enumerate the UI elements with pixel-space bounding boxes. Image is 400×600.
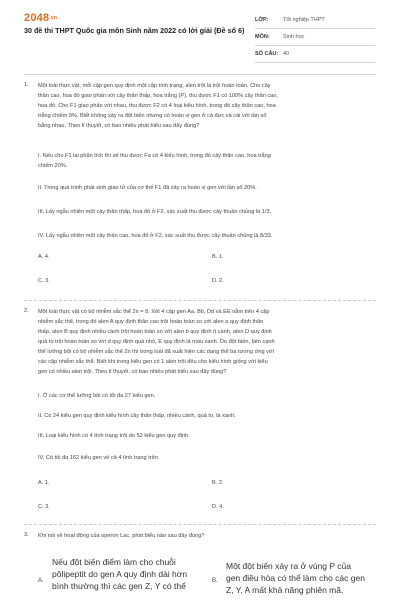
option-d[interactable]: D. 2. xyxy=(212,278,224,284)
question-stem-line: thấp, alen B quy định nhiều cành trội hoàn toàn so với alen b quy định ít cành, alen D quy định xyxy=(38,329,272,335)
option-a[interactable]: A. 4. xyxy=(38,254,50,260)
option-c[interactable]: C. 3. xyxy=(38,278,50,284)
option-a-line[interactable]: Nếu đột biến điểm làm cho chuỗi xyxy=(52,557,176,567)
statement-line: I. Ở các cơ thể lưỡng bội có tối đa 27 kiểu gen. xyxy=(38,393,156,399)
logo-sub: .vn xyxy=(49,15,58,22)
question-number: 3. xyxy=(24,532,29,538)
document-title: 30 đề thi THPT Quốc gia môn Sinh năm 2022 có lời giải (Đề số 6) xyxy=(24,26,245,35)
question-stem-line: trắng chiếm 9%. Biết không xảy ra đột biến nhưng có hoán vị gen ở cả đực và cái với tần số xyxy=(38,113,267,119)
question-stem-line: Một loài thực vật có bộ nhiễm sắc thể 2n = 8. Xét 4 cặp gen Aa, Bb, Dd và EE nằm trên 4 cặp xyxy=(38,309,270,315)
question-stem-line: Một loài thực vật, mỗi cặp gen quy định một cặp tính trạng, alen trội là trội hoàn toàn. Cho cây xyxy=(38,83,271,89)
question-stem-line: quả to trội hoàn toàn so với d quy định quả nhỏ, E quy định lá màu xanh. Do đột biến, bên cạnh xyxy=(38,339,275,345)
option-a-line[interactable]: pôlipeptit do gen A quy định dài hơn xyxy=(52,569,188,579)
statement-line: chiếm 20%. xyxy=(38,163,68,169)
option-a-label[interactable]: A. xyxy=(38,578,44,584)
question-stem-line: nhiễm sắc thể, trong đó alen A quy định thân cao trội hoàn toàn so với alen a quy định thân xyxy=(38,319,264,325)
option-a-line[interactable]: bình thường thì các gen Z, Y có thể xyxy=(52,581,186,591)
question-stem-line: bằng nhau. Theo lí thuyết, có bao nhiêu phát biểu sau đây đúng? xyxy=(38,123,200,129)
question-stem-line: gen có nhiều alen trội. Theo lí thuyết, có bao nhiêu phát biểu sau đây đúng? xyxy=(38,369,227,375)
question-stem-line: thân cao, hoa đỏ giao phấn với cây thân thấp, hoa trắng (P), thu được F1 có 100% cây thân cao, xyxy=(38,93,278,99)
question-stem: Khi nói về hoạt động của operon Lac, phát biểu nào sau đây đúng? xyxy=(38,533,205,539)
option-b-line[interactable]: gen điều hòa có thể làm cho các gen xyxy=(226,573,365,583)
statement-line: III. Loại kiểu hình có 4 tính trạng trội do 52 kiểu gen quy định. xyxy=(38,433,190,439)
logo-main: 2048 xyxy=(24,12,50,24)
meta-key: MÔN: xyxy=(255,34,270,40)
meta-row-class xyxy=(255,12,375,29)
statement-line: IV. Lấy ngẫu nhiên một cây thân cao, hoa đỏ ở F2, xác suất thu được cây thuần chủng là 8/33. xyxy=(38,233,273,239)
document-header xyxy=(0,0,400,72)
option-c[interactable]: C. 3. xyxy=(38,504,50,510)
option-b-line[interactable]: Z, Y, A mất khả năng phiên mã. xyxy=(226,585,344,595)
meta-row-subject xyxy=(255,29,375,46)
site-logo[interactable] xyxy=(24,12,57,24)
option-d[interactable]: D. 4. xyxy=(212,504,224,510)
question-stem-line: thể lưỡng bội có bộ nhiễm sắc thể 2n thì trong loài đã xuất hiện các dạng thể ba tương ứng với xyxy=(38,349,274,355)
meta-key: LỚP: xyxy=(255,17,269,23)
meta-table xyxy=(255,12,375,63)
question-stem-line: các cặp nhiễm sắc thể. Biết khi trong kiểu gen có 1 alen trội đều cho kiểu hình giống với kiểu xyxy=(38,359,268,365)
option-a[interactable]: A. 1. xyxy=(38,480,50,486)
statement-line: III. Lấy ngẫu nhiên một cây thân thấp, hoa đỏ ở F2, xác suất thu được cây thuần chủng là 1/3. xyxy=(38,209,272,215)
meta-key: SỐ CÂU: xyxy=(255,51,279,57)
option-b[interactable]: B. 1. xyxy=(212,254,224,260)
header-divider xyxy=(24,74,376,75)
statement-line: I. Nếu cho F1 lai phân tích thì sẽ thu được Fa có 4 kiểu hình, trong đó cây thân cao, hoa trắng xyxy=(38,153,271,159)
meta-value: 40 xyxy=(283,51,290,57)
question-number: 1. xyxy=(24,82,29,88)
statement-line: II. Trong quá trình phát sinh giao tử của cơ thể F1 đã xảy ra hoán vị gen với tần số 20%. xyxy=(38,185,257,191)
question-stem-line: hoa đỏ. Cho F1 giao phấn với nhau, thu được F2 có 4 loại kiểu hình, trong đó cây thân cao, hoa xyxy=(38,103,276,109)
question-divider xyxy=(24,300,376,301)
option-b-label[interactable]: B. xyxy=(212,578,218,584)
question-divider xyxy=(24,524,376,525)
question-number: 2. xyxy=(24,308,29,314)
meta-row-count xyxy=(255,46,375,63)
option-b[interactable]: B. 2. xyxy=(212,480,224,486)
meta-value: Sinh học xyxy=(283,34,305,40)
option-b-line[interactable]: Một đột biến xảy ra ở vùng P của xyxy=(226,561,351,571)
meta-value: Tốt nghiệp THPT xyxy=(283,17,325,23)
statement-line: II. Có 24 kiểu gen quy định kiểu hình cây thân thấp, nhiều cành, quả to, lá xanh. xyxy=(38,413,236,419)
statement-line: IV. Có tối đa 162 kiểu gen về cả 4 tính trạng trên. xyxy=(38,455,160,461)
